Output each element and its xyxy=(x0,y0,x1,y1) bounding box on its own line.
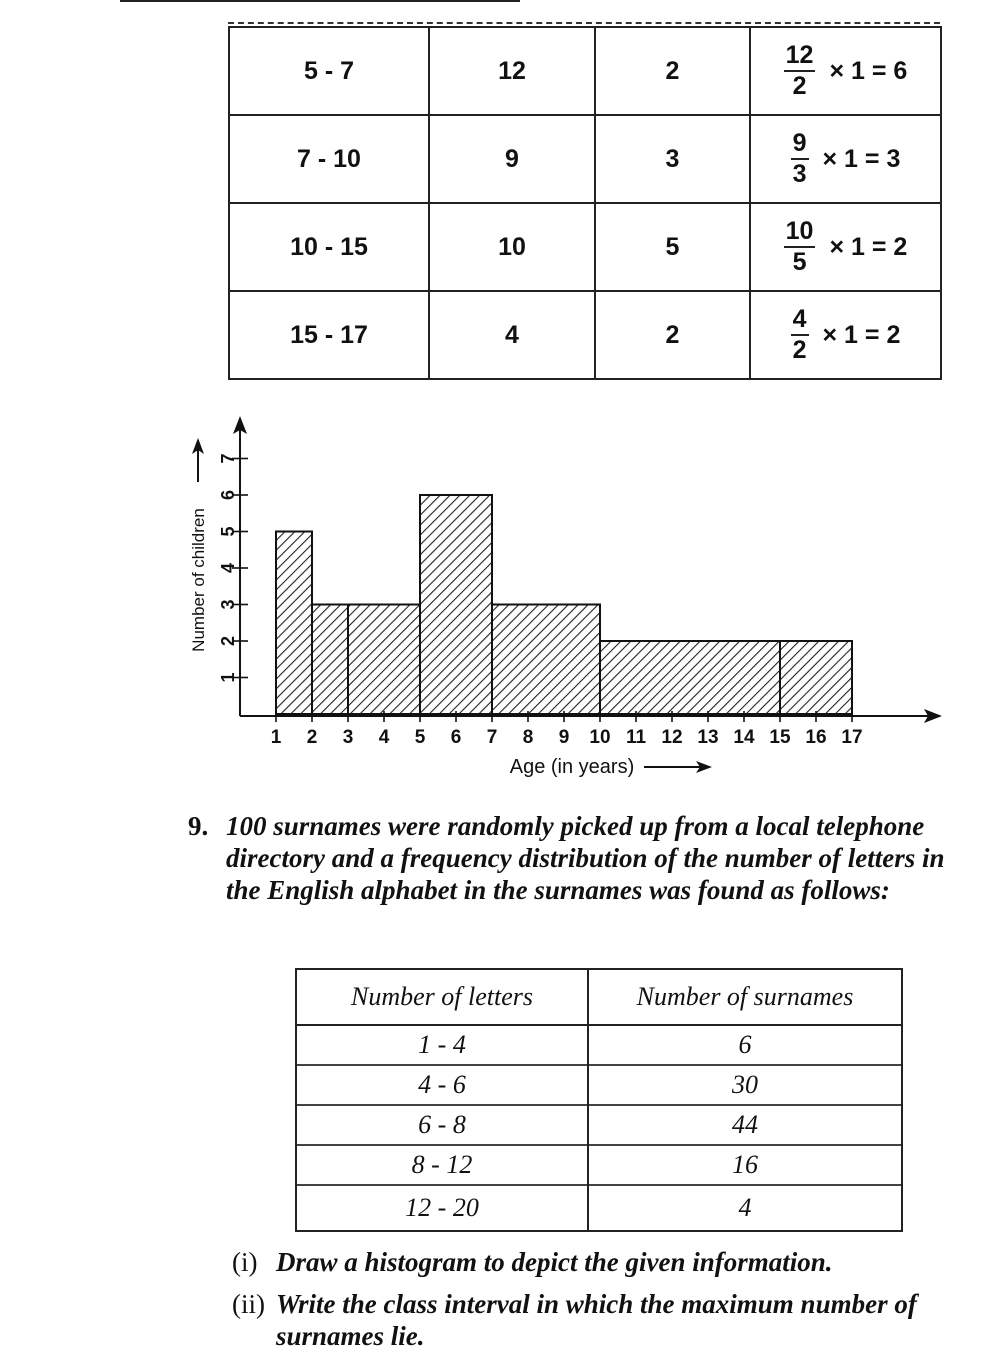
adjusted-frequency-cell: $\frac{4}{2}$ × 1 = 2 xyxy=(750,291,941,379)
frequency-cell: 12 xyxy=(429,27,595,115)
histogram-bar-7 xyxy=(780,641,852,714)
table-header-row xyxy=(296,969,902,1025)
subpart-marker: (i) xyxy=(232,1247,258,1277)
x-tick-label: 10 xyxy=(589,727,611,748)
question-text: 100 surnames were randomly picked up from a local telephone directory and a frequency distribution of the number of letters in the English alphabet in the surnames was found as follows: xyxy=(226,811,945,905)
surnames-cell: 16 xyxy=(588,1145,902,1185)
surnames-cell: 6 xyxy=(588,1025,902,1065)
subpart-text: Draw a histogram to depict the given information. xyxy=(276,1247,833,1277)
table-row xyxy=(296,1025,902,1065)
interval-cell: 7 - 10 xyxy=(229,115,429,203)
letters-cell: 6 - 8 xyxy=(296,1105,588,1145)
subpart-text: Write the class interval in which the maximum number of surnames lie. xyxy=(276,1289,917,1351)
letters-frequency-table xyxy=(295,968,903,1232)
table-row xyxy=(229,27,941,115)
histogram-bar-1 xyxy=(276,532,312,715)
x-tick-label: 8 xyxy=(522,727,534,748)
table-row xyxy=(296,1065,902,1105)
subpart-ii xyxy=(232,1288,972,1352)
width-cell: 5 xyxy=(595,203,750,291)
y-tick-label: 6 xyxy=(218,489,238,501)
y-tick-label: 2 xyxy=(218,635,238,647)
fraction: $\frac{4}{2}$ xyxy=(792,305,807,364)
x-axis-label: Age (in years) xyxy=(509,756,635,778)
frequency-cell: 4 xyxy=(429,291,595,379)
x-tick-label: 4 xyxy=(378,727,390,748)
question-number: 9. xyxy=(188,811,209,841)
column-header-surnames: Number of surnames xyxy=(588,969,902,1025)
surnames-cell: 4 xyxy=(588,1185,902,1231)
table-row xyxy=(229,203,941,291)
adjusted-frequency-cell: $\frac{12}{2}$ × 1 = 6 xyxy=(750,27,941,115)
frequency-cell: 10 xyxy=(429,203,595,291)
page-top-rule xyxy=(120,0,520,2)
adjusted-frequency-cell: $\frac{10}{5}$ × 1 = 2 xyxy=(750,203,941,291)
width-cell: 2 xyxy=(595,291,750,379)
age-histogram xyxy=(0,400,1008,790)
subpart-marker: (ii) xyxy=(232,1289,265,1319)
x-tick-label: 2 xyxy=(306,727,318,748)
table-row xyxy=(229,115,941,203)
histogram-bar-2 xyxy=(312,605,348,715)
x-tick-label: 13 xyxy=(697,727,719,748)
fraction: $\frac{10}{5}$ xyxy=(785,217,814,276)
x-tick-label: 6 xyxy=(450,727,462,748)
letters-cell: 12 - 20 xyxy=(296,1185,588,1231)
subpart-i xyxy=(232,1246,972,1278)
adjusted-frequency-cell: $\frac{9}{3}$ × 1 = 3 xyxy=(750,115,941,203)
x-tick-label: 3 xyxy=(342,727,354,748)
fraction: $\frac{9}{3}$ xyxy=(792,129,807,188)
y-axis-label: Number of children xyxy=(189,508,208,652)
histogram-bar-6 xyxy=(600,641,780,714)
y-tick-label: 4 xyxy=(218,562,238,574)
x-tick-label: 11 xyxy=(625,727,647,748)
table-row xyxy=(296,1145,902,1185)
histogram-bar-3 xyxy=(348,605,420,715)
letters-cell: 1 - 4 xyxy=(296,1025,588,1065)
frequency-cell: 9 xyxy=(429,115,595,203)
width-cell: 3 xyxy=(595,115,750,203)
table-top-dashed-rule xyxy=(228,22,940,24)
interval-cell: 5 - 7 xyxy=(229,27,429,115)
x-tick-label: 7 xyxy=(486,727,498,748)
surnames-cell: 30 xyxy=(588,1065,902,1105)
x-tick-label: 1 xyxy=(270,727,282,748)
x-tick-label: 5 xyxy=(414,727,426,748)
y-tick-label: 1 xyxy=(218,672,238,683)
fraction: $\frac{12}{2}$ xyxy=(785,41,814,100)
table-row xyxy=(296,1185,902,1231)
letters-cell: 8 - 12 xyxy=(296,1145,588,1185)
letters-cell: 4 - 6 xyxy=(296,1065,588,1105)
surnames-cell: 44 xyxy=(588,1105,902,1145)
histogram-bar-4 xyxy=(420,495,492,714)
question-9 xyxy=(188,810,948,906)
column-header-letters: Number of letters xyxy=(296,969,588,1025)
x-tick-label: 16 xyxy=(805,727,827,748)
y-tick-label: 7 xyxy=(218,453,238,464)
x-tick-label: 15 xyxy=(769,727,791,748)
interval-cell: 15 - 17 xyxy=(229,291,429,379)
x-tick-label: 12 xyxy=(661,727,683,748)
histogram-bar-5 xyxy=(492,605,600,715)
y-tick-label: 5 xyxy=(218,526,238,537)
y-tick-label: 3 xyxy=(218,599,238,610)
age-frequency-table xyxy=(228,26,942,380)
x-tick-label: 9 xyxy=(558,727,570,748)
table-row xyxy=(296,1105,902,1145)
interval-cell: 10 - 15 xyxy=(229,203,429,291)
width-cell: 2 xyxy=(595,27,750,115)
table-row xyxy=(229,291,941,379)
x-tick-label: 17 xyxy=(841,727,863,748)
x-tick-label: 14 xyxy=(733,727,755,748)
